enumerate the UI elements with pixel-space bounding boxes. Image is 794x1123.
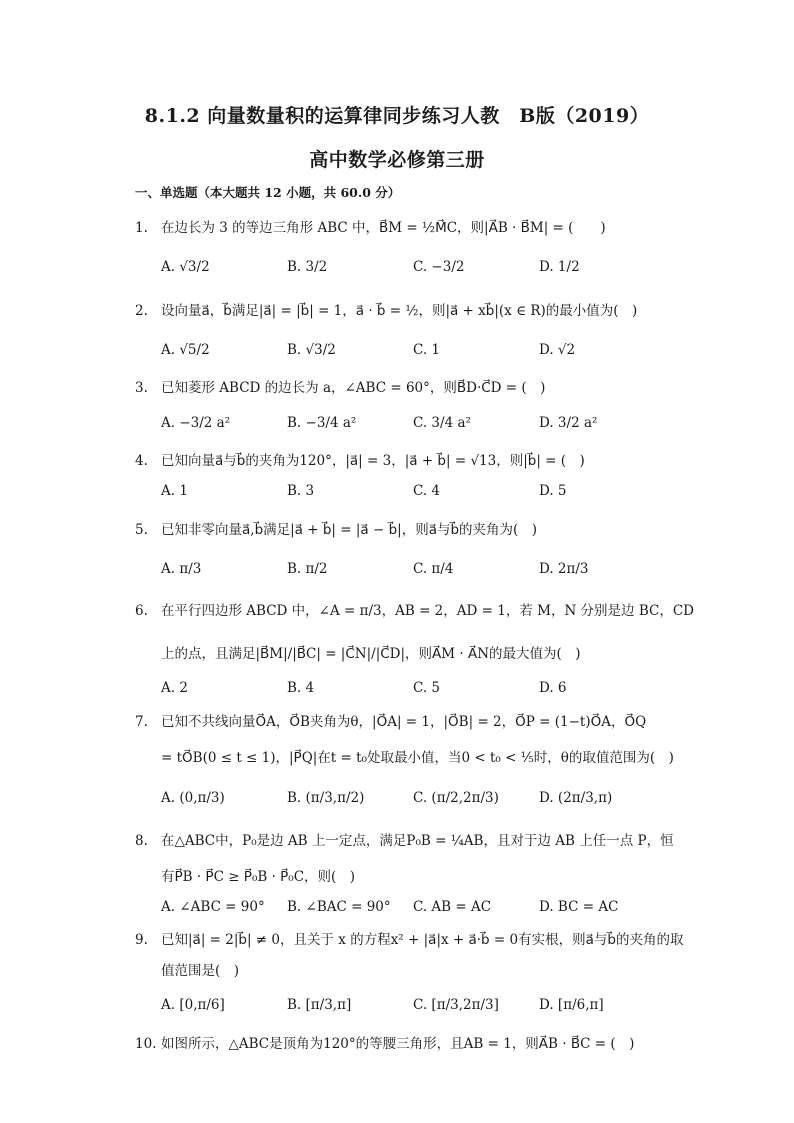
question-stem: 如图所示，△ABC是顶角为120°的等腰三角形，且AB = 1，则A⃗B · B⃗C = ( ) xyxy=(161,1036,635,1052)
question-number: 1. xyxy=(135,220,148,236)
option-c: C. 4 xyxy=(413,483,441,499)
question-stem: 已知向量a⃗与b⃗的夹角为120°，|a⃗| = 3，|a⃗ + b⃗| = √13，则|b⃗| = ( ) xyxy=(161,453,585,469)
option-c: C. 3/4 a² xyxy=(413,415,471,431)
option-b: B. π/2 xyxy=(287,561,328,577)
option-a: A. [0,π/6] xyxy=(161,997,225,1013)
option-c: C. [π/3,2π/3] xyxy=(413,997,499,1013)
option-b: B. 4 xyxy=(287,680,315,696)
option-d: D. 3/2 a² xyxy=(539,415,598,431)
option-b: B. ∠BAC = 90° xyxy=(287,899,391,915)
question-number: 10. xyxy=(135,1036,157,1052)
option-a: A. −3/2 a² xyxy=(161,415,231,431)
question-stem: 在平行四边形 ABCD 中，∠A = π/3，AB = 2，AD = 1，若 M，N 分别是边 BC，CD xyxy=(161,603,694,619)
question-stem: 已知不共线向量O⃗A，O⃗B夹角为θ，|O⃗A| = 1，|O⃗B| = 2，O⃗P = (1−t)O⃗A，O⃗Q xyxy=(161,714,647,730)
question-8-line-2 xyxy=(161,867,701,887)
option-d: D. 6 xyxy=(539,680,567,696)
option-c: C. π/4 xyxy=(413,561,454,577)
option-d: D. [π/6,π] xyxy=(539,997,604,1013)
option-d: D. BC = AC xyxy=(539,899,619,915)
question-number: 9. xyxy=(135,932,148,948)
option-c: C. (π/2,2π/3) xyxy=(413,790,499,806)
document-title-line-1: 8.1.2 向量数量积的运算律同步练习人教 B版（2019） xyxy=(144,105,650,127)
option-b: B. 3/2 xyxy=(287,259,328,275)
document-title-line-2: 高中数学必修第三册 xyxy=(309,149,485,171)
option-a: A. √5/2 xyxy=(161,342,210,358)
question-number: 5. xyxy=(135,522,148,538)
option-a: A. ∠ABC = 90° xyxy=(161,899,265,915)
question-number: 6. xyxy=(135,603,148,619)
question-stem-continued: 上的点，且满足|B⃗M|/|B⃗C| = |C⃗N|/|C⃗D|，则A⃗M · A⃗N的最大值为( ) xyxy=(161,646,581,662)
question-number: 8. xyxy=(135,833,148,849)
option-c: C. −3/2 xyxy=(413,259,465,275)
question-7-line-2 xyxy=(161,748,701,768)
question-stem: 已知菱形 ABCD 的边长为 a，∠ABC = 60°，则B⃗D·C⃗D = ( ) xyxy=(161,380,546,396)
option-a: A. π/3 xyxy=(161,561,202,577)
question-number: 7. xyxy=(135,714,148,730)
question-stem: 已知非零向量a⃗,b⃗满足|a⃗ + b⃗| = |a⃗ − b⃗|，则a⃗与b⃗的夹角为( ) xyxy=(161,522,538,538)
question-stem-continued: 有P⃗B · P⃗C ≥ P⃗₀B · P⃗₀C，则( ) xyxy=(161,869,356,885)
option-a: A. (0,π/3) xyxy=(161,790,225,806)
option-a: A. √3/2 xyxy=(161,259,210,275)
option-b: B. −3/4 a² xyxy=(287,415,357,431)
option-d: D. (2π/3,π) xyxy=(539,790,613,806)
option-b: B. [π/3,π] xyxy=(287,997,352,1013)
question-number: 4. xyxy=(135,453,148,469)
option-b: B. √3/2 xyxy=(287,342,336,358)
option-d: D. 1/2 xyxy=(539,259,580,275)
question-stem: 在△ABC中，P₀是边 AB 上一定点，满足P₀B = ¼AB，且对于边 AB 上任一点 P，恒 xyxy=(161,833,674,849)
option-d: D. 2π/3 xyxy=(539,561,589,577)
option-d: D. 5 xyxy=(539,483,567,499)
option-a: A. 1 xyxy=(161,483,188,499)
question-number: 2. xyxy=(135,303,148,319)
question-number: 3. xyxy=(135,380,148,396)
option-d: D. √2 xyxy=(539,342,576,358)
question-stem: 已知|a⃗| = 2|b⃗| ≠ 0，且关于 x 的方程x² + |a⃗|x + a⃗·b⃗ = 0有实根，则a⃗与b⃗的夹角的取 xyxy=(161,932,684,948)
question-stem-continued: 值范围是( ) xyxy=(161,963,240,979)
option-a: A. 2 xyxy=(161,680,188,696)
option-b: B. (π/3,π/2) xyxy=(287,790,365,806)
section-heading: 一、单选题（本大题共 12 小题，共 60.0 分） xyxy=(135,185,401,200)
option-c: C. 1 xyxy=(413,342,441,358)
question-6-line-2 xyxy=(161,644,701,664)
question-9-line-2 xyxy=(161,961,701,981)
option-c: C. 5 xyxy=(413,680,441,696)
option-c: C. AB = AC xyxy=(413,899,492,915)
question-stem: 设向量a⃗，b⃗满足|a⃗| = |b⃗| = 1，a⃗ · b⃗ = ½，则|a⃗ + xb⃗|(x ∈ R)的最小值为( ) xyxy=(161,303,638,319)
question-stem: 在边长为 3 的等边三角形 ABC 中，B⃗M = ½M⃗C，则|A⃗B · B⃗M| = ( ) xyxy=(161,220,606,236)
option-b: B. 3 xyxy=(287,483,315,499)
question-stem-continued: = tO⃗B(0 ≤ t ≤ 1)，|P⃗Q|在t = t₀处取最小值，当0 < t₀ < ⅕时，θ的取值范围为( ) xyxy=(161,750,674,766)
